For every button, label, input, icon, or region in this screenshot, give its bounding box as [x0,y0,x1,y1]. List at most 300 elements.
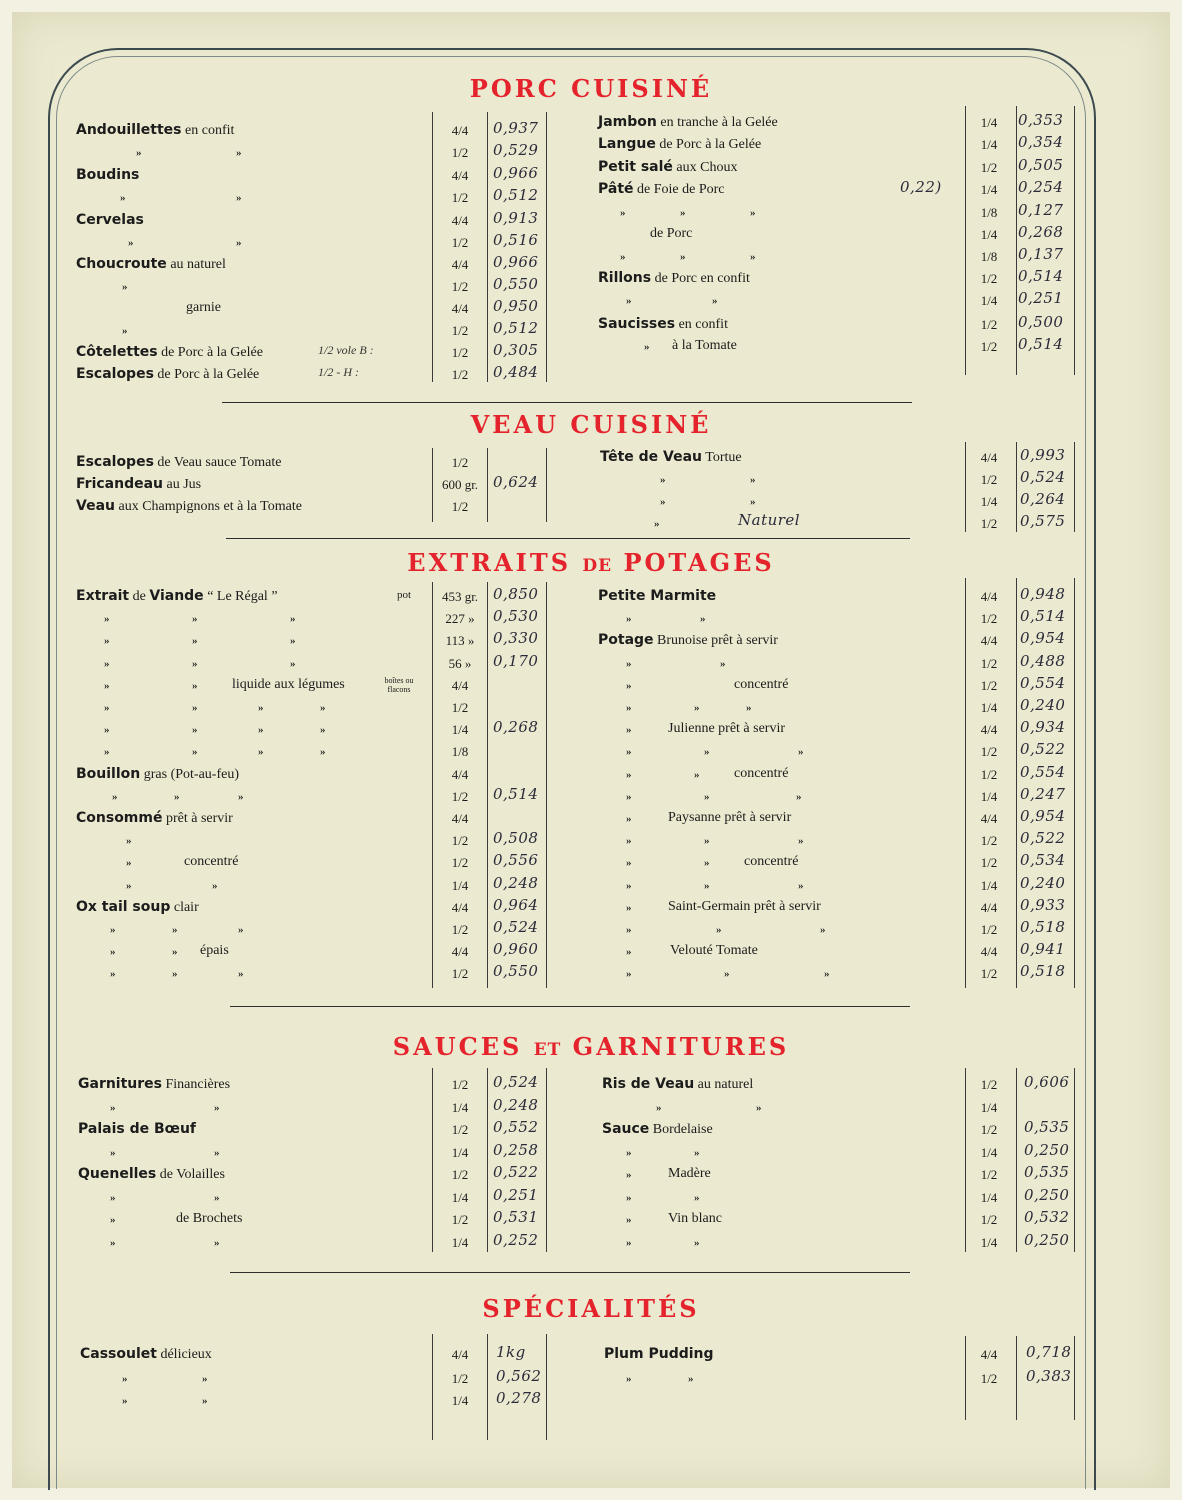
item-size: 4/4 [451,123,469,138]
ditto-mark: » [746,702,752,714]
item-price-handwritten: 0,250 [1024,1140,1070,1159]
item-desc: clair [170,899,199,915]
ditto-mark: » [192,613,198,626]
item-price-handwritten: 0,530 [493,607,539,626]
potages-word: POTAGES [623,548,775,577]
item-desc: gras (Pot-au-feu) [140,766,239,782]
item-desc: concentré [744,854,799,870]
ditto-mark: » [112,790,118,803]
item-desc: Julienne prêt à servir [668,721,786,737]
item-size: 1/4 [980,115,998,130]
item-size: 1/2 [451,1077,469,1092]
item-size: 1/2 [451,279,469,294]
item-price-handwritten: 0,240 [1020,873,1066,892]
ditto-mark: » [626,768,632,781]
item-price-handwritten: 0,514 [1020,607,1066,626]
ditto-mark: » [192,679,198,692]
item-price-handwritten: 0,522 [1020,829,1066,848]
item-size: 1/2 [451,455,469,470]
ditto-mark: » [626,702,632,714]
ditto-mark: » [192,635,198,648]
item-price-handwritten: 0,529 [493,141,539,159]
col-line [487,582,488,988]
ditto-mark: » [110,924,116,936]
item-label-variant [184,854,238,870]
item-label-variant [668,1211,722,1227]
item-size: 1/4 [980,182,998,197]
boxes-note: boîtes ou flacons [384,676,414,694]
item-label [76,366,259,383]
item-price-handwritten: 0,508 [493,829,539,848]
item-label-variant [668,1166,711,1182]
item-price-handwritten: 0,964 [493,895,539,914]
ditto-mark: » [172,946,178,959]
item-label-variant [668,721,785,737]
item-size: 1/2 [980,1371,998,1386]
ditto-mark: » [626,835,632,848]
item-size: 4/4 [980,899,998,915]
ditto-mark: » [290,613,296,626]
item-price-handwritten: 0,264 [1020,490,1066,508]
item-price-handwritten: 0,251 [493,1185,539,1204]
col-line [1074,1068,1075,1252]
col-line [1016,106,1017,375]
col-line [487,112,488,382]
item-desc: en confit [181,123,235,138]
ditto-mark: » [716,924,722,936]
ditto-mark: » [756,1101,762,1114]
item-price-handwritten: 0,522 [493,1163,539,1181]
item-size: 1/4 [980,494,998,509]
item-size: 4/4 [980,1347,998,1362]
item-size: 1/2 [980,1167,998,1182]
item-price-handwritten: 0,250 [1024,1185,1070,1204]
item-label-variant [672,338,737,354]
item-size: 4/4 [451,766,469,782]
item-price-handwritten: 0,954 [1020,629,1066,648]
ditto-mark: » [694,1146,700,1159]
item-unit: pot [397,589,412,601]
item-desc: de Brochets [176,1211,243,1226]
item-label [76,122,234,139]
item-desc: de Volailles [156,1167,225,1182]
item-label [78,1121,196,1138]
item-name: Plum Pudding [604,1346,714,1362]
item-desc: aux Champignons et à la Tomate [114,499,302,514]
ditto-mark: » [136,147,142,159]
item-size: 1/4 [451,877,469,893]
col-line [1016,442,1017,532]
item-price-handwritten: 0,252 [493,1230,539,1249]
item-size: 1/2 [980,833,998,849]
ditto-mark: » [238,968,244,981]
ditto-mark: » [110,968,116,981]
item-desc: liquide aux légumes [232,676,345,692]
item-size: 4/4 [980,722,998,738]
item-size: 1/2 [980,472,998,487]
item-size: 1/4 [980,788,998,804]
item-price-handwritten: 0,330 [493,629,539,648]
ditto-mark: » [704,746,710,759]
ditto-mark: » [626,1146,632,1159]
item-price-handwritten: 0,552 [493,1118,539,1136]
item-desc: Vin blanc [668,1211,722,1226]
item-size: 1/4 [451,1099,469,1115]
ditto-mark: » [620,207,626,219]
item-size: 1/2 [980,766,998,782]
item-size: 1/4 [980,877,998,893]
item-label [598,114,778,131]
extraits-word: EXTRAITS [407,548,572,577]
col-line [546,1068,547,1252]
ditto-mark: » [202,1373,208,1385]
ditto-mark: » [290,657,296,670]
item-size: 1/2 [451,345,469,360]
item-size: 4/4 [980,944,998,960]
divider-porc-veau [222,402,912,403]
ditto-mark: » [712,295,718,307]
divider-sauces-specialites [230,1272,910,1273]
item-price-handwritten: 0,248 [493,1095,539,1114]
item-size: 1/2 [451,235,469,250]
item-size: 4/4 [451,213,469,228]
item-desc: de Porc à la Gelée [157,345,263,360]
item-name: Escalopes [76,454,154,470]
item-price-handwritten: 0,550 [493,962,539,981]
ditto-mark: » [644,341,650,353]
item-name: Cervelas [76,212,144,228]
item-desc: de Foie de Porc [633,182,725,197]
item-name: Bouillon [76,765,141,782]
item-price-handwritten: 0,514 [493,784,539,803]
item-label-variant [744,854,798,870]
col-line [1074,442,1075,532]
ditto-mark: » [122,1395,128,1407]
ditto-mark: » [626,657,632,670]
item-price-handwritten: 0,127 [1018,201,1064,219]
item-name: Jambon [598,114,657,130]
sauces-et-word: ET [533,1040,562,1060]
item-price-handwritten: 0,937 [493,119,539,137]
item-price-handwritten: 0,250 [1024,1230,1070,1249]
item-size: 1/2 [980,317,998,332]
item-size: 4/4 [451,257,469,272]
item-name: Quenelles [78,1166,157,1182]
item-label-variant [186,300,221,316]
ditto-mark: » [258,746,264,759]
item-price-handwritten: 0,353 [1018,111,1064,129]
ditto-mark: » [126,879,132,892]
item-label [598,136,761,153]
item-size: 1/2 [451,190,469,205]
item-name: Andouillettes [76,122,182,138]
item-name: Extrait [76,588,130,604]
ditto-mark: » [688,1373,694,1385]
item-size: 1/2 [451,1212,469,1227]
item-size: 4/4 [451,168,469,183]
item-name: Sauce [602,1121,650,1137]
item-size: 1/2 [980,271,998,286]
item-size: 1/2 [451,1167,469,1182]
ditto-mark: » [704,879,710,892]
item-size: 1/2 [451,367,469,382]
item-size: 1/2 [980,516,998,531]
ditto-mark: » [110,1191,116,1204]
item-label [598,270,750,287]
ditto-mark: » [704,790,710,803]
item-size: 1/4 [980,700,998,715]
item-price-handwritten: 0,575 [1020,512,1066,530]
ditto-mark: » [214,1101,220,1114]
item-desc: à la Tomate [672,338,737,353]
item-desc: au Jus [163,477,202,492]
item-price-handwritten: 0,518 [1020,918,1066,936]
col-line [487,1068,488,1252]
item-desc: au naturel [166,257,226,272]
item-desc: Financières [162,1077,231,1092]
item-price-handwritten: 0,554 [1020,673,1066,692]
item-size: 56 » [448,655,472,671]
item-desc: Madère [668,1166,711,1181]
item-name: Potage [598,632,654,649]
item-label [76,766,239,783]
item-size: 4/4 [980,450,998,465]
ditto-mark: » [214,1146,220,1159]
item-size: 1/2 [980,677,998,693]
ditto-mark: » [660,496,666,508]
item-size: 1/2 [451,788,469,804]
sauces-word: SAUCES [392,1032,523,1061]
item-size: 1/2 [980,744,998,760]
item-desc: Bordelaise [649,1122,713,1137]
ditto-mark: » [704,835,710,848]
item-price-handwritten: 0,934 [1020,718,1066,737]
item-label [598,159,737,176]
ditto-mark: » [258,702,264,714]
section-title-specialites: SPÉCIALITÉS [482,1294,700,1323]
item-label [602,1076,753,1093]
col-line [1016,1068,1017,1252]
ditto-mark: » [126,835,132,848]
ditto-mark: » [654,518,660,530]
item-desc: en confit [675,317,728,332]
item-size: 1/4 [980,1189,998,1205]
item-size: 1/2 [451,700,469,715]
section-title-porc: PORC CUISINÉ [469,74,713,103]
item-size: 1/4 [980,137,998,152]
ditto-mark: » [238,790,244,803]
item-price-handwritten: 0,516 [493,231,539,249]
ditto-mark: » [214,1236,220,1249]
ditto-mark: » [820,924,826,936]
item-desc: Brunoise prêt à servir [653,633,778,649]
item-price-handwritten: 0,524 [493,1073,539,1091]
item-label [76,212,144,229]
handwritten-note: 1/2 - H : [318,365,359,379]
item-label [76,454,282,471]
ditto-mark: » [192,702,198,714]
item-price-handwritten: 0,954 [1020,807,1066,825]
item-label-variant [176,1211,242,1227]
item-label-variant [670,943,758,959]
ditto-mark: » [236,192,242,204]
ditto-mark: » [192,724,198,737]
ditto-mark: » [660,474,666,486]
item-size: 1/2 [451,922,469,937]
ditto-mark: » [694,702,700,714]
ditto-mark: » [320,702,326,714]
item-desc: de Veau sauce Tomate [153,455,282,470]
item-price-handwritten: 0,170 [493,651,539,670]
handwritten-note: Naturel [738,511,801,529]
item-label [600,449,742,466]
item-price-handwritten: 0,522 [1020,740,1066,759]
item-price-handwritten: 0,354 [1018,133,1064,151]
ditto-mark: » [202,1395,208,1407]
item-label-variant [668,899,821,915]
ditto-mark: » [626,679,632,692]
item-price-handwritten: 0,254 [1018,178,1064,196]
item-size: 4/4 [451,899,469,915]
ditto-mark: » [110,1146,116,1159]
extraits-de-word: DE [582,556,613,576]
item-size: 4/4 [451,944,469,960]
item-price-handwritten: 0,512 [493,319,539,337]
ditto-mark: » [214,1191,220,1204]
item-price-handwritten: 0,960 [493,940,539,959]
item-price-handwritten: 0,606 [1024,1073,1070,1091]
item-desc: délicieux [156,1347,212,1362]
ditto-mark: » [626,813,632,825]
ditto-mark: » [128,237,134,249]
section-title-veau: VEAU CUISINÉ [470,410,712,439]
col-line [1074,106,1075,375]
item-name: Fricandeau [76,476,164,492]
item-name: Choucroute [76,256,167,272]
item-size: 1/8 [980,249,998,264]
col-line [487,448,488,522]
item-label-variant [734,677,788,693]
item-size: 1/2 [451,145,469,160]
ditto-mark: » [126,857,132,870]
ditto-mark: » [290,635,296,648]
item-label [76,498,302,515]
item-price-handwritten: 0,993 [1020,446,1066,464]
item-price-handwritten: 0,535 [1024,1118,1070,1136]
item-label [598,316,728,333]
col-line [1016,578,1017,988]
ditto-mark: » [704,857,710,870]
item-price-handwritten: 0,966 [493,164,539,182]
section-title-sauces [0,1032,1182,1061]
item-desc: “ Le Régal ” [203,589,278,604]
item-size: 1/2 [980,160,998,175]
col-line [546,112,547,382]
ditto-mark: » [626,924,632,936]
item-price-handwritten: 0,512 [493,186,539,204]
ditto-mark: » [192,746,198,759]
item-size: 1/4 [451,1189,469,1205]
item-name: Langue [598,136,656,152]
ditto-mark: » [796,790,802,803]
item-desc: aux Choux [672,160,738,175]
item-price-handwritten: 0,137 [1018,245,1064,263]
ditto-mark: » [700,613,706,626]
item-price-handwritten: 0,514 [1018,335,1064,353]
item-size: 4/4 [451,811,469,826]
item-desc: de Porc [650,226,693,241]
item-price-handwritten: 0,505 [1018,156,1064,174]
item-size: 1/2 [980,1212,998,1227]
ditto-mark: » [172,924,178,936]
item-size: 1/2 [980,339,998,354]
item-size: 1/4 [451,722,469,738]
item-size: 1/2 [980,611,998,627]
item-name: Petit salé [598,159,673,175]
item-name: Saucisses [598,316,676,332]
item-label [76,344,263,361]
item-label-variant [734,766,788,782]
item-desc: en tranche à la Gelée [656,115,778,130]
item-size: 1/8 [451,744,469,760]
item-size: 4/4 [980,633,998,649]
item-size: 600 gr. [441,477,479,492]
item-size: 1/2 [451,499,469,514]
ditto-mark: » [122,325,128,337]
item-price-handwritten: 0,531 [493,1208,539,1226]
item-desc: Saint-Germain prêt à servir [668,898,821,914]
handwritten-note: 1/2 vole B : [318,343,374,357]
item-price-handwritten: 0,718 [1026,1343,1072,1361]
item-name: Palais de Bœuf [78,1121,197,1137]
item-desc: de Porc en confit [651,271,750,286]
item-price-handwritten: 0,535 [1024,1163,1070,1181]
ditto-mark: » [104,746,110,759]
ditto-mark: » [110,1236,116,1249]
ditto-mark: » [626,1214,632,1226]
item-label-variant [650,226,692,242]
ditto-mark: » [680,207,686,219]
item-size: 1/2 [980,966,998,982]
item-label-variant [668,810,791,826]
ditto-mark: » [104,702,110,714]
item-price-handwritten: 0,278 [496,1389,542,1407]
ditto-mark: » [626,901,632,914]
item-size: 1/2 [980,922,998,937]
item-price-handwritten: 0,305 [493,341,539,359]
ditto-mark: » [750,207,756,219]
item-name: Ox tail soup [76,898,171,915]
ditto-mark: » [626,946,632,959]
item-size: 1/4 [451,1144,469,1160]
item-size: 1/4 [980,1099,998,1115]
ditto-mark: » [104,657,110,670]
item-desc: Velouté Tomate [670,943,758,959]
item-label [598,632,778,649]
item-size: 4/4 [451,677,469,693]
item-price-handwritten: 0,532 [1024,1208,1070,1226]
ditto-mark: » [750,496,756,508]
ditto-mark: » [238,924,244,936]
ditto-mark: » [750,474,756,486]
divider-extraits-sauces [230,1006,910,1007]
item-size: 1/2 [451,855,469,871]
item-name: Boudins [76,167,140,183]
col-line [1016,1336,1017,1420]
item-name: Petite Marmite [598,588,717,604]
ditto-mark: » [104,724,110,737]
item-size: 4/4 [451,301,469,316]
